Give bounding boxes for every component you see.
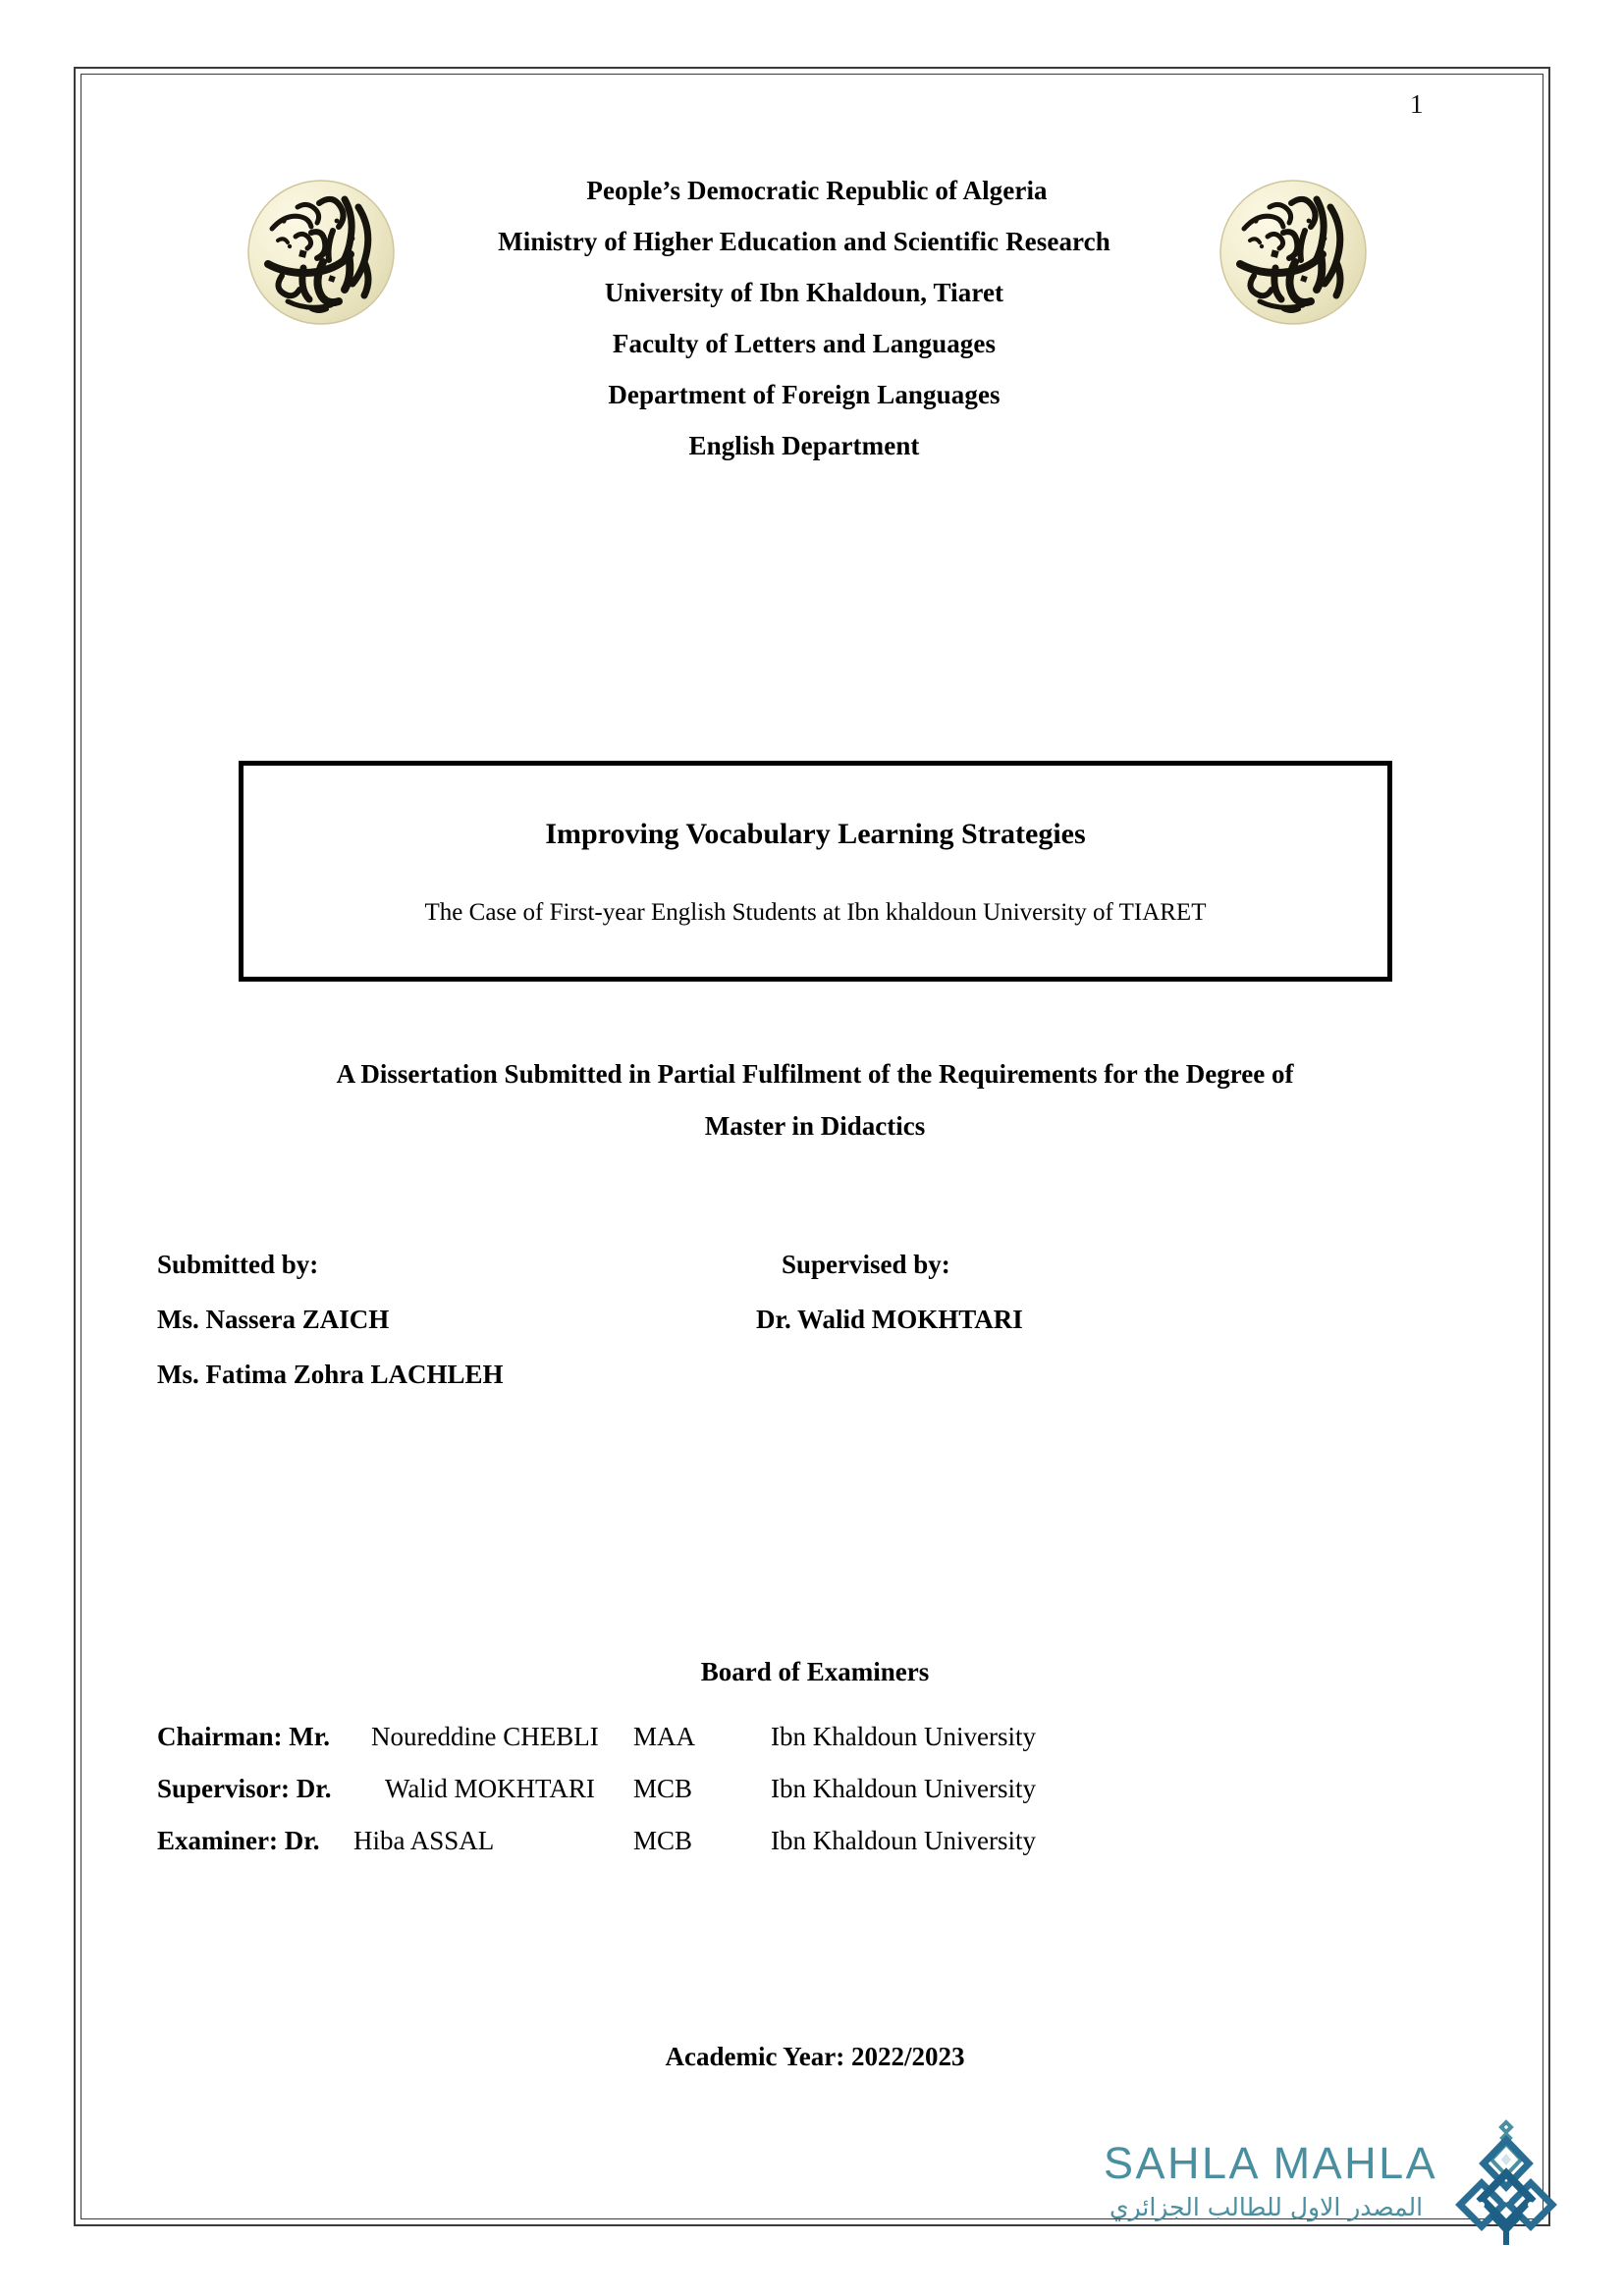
watermark-brand-text: SAHLA MAHLA <box>1104 2138 1438 2188</box>
board-role: Supervisor: Dr. <box>157 1774 332 1803</box>
document-content <box>74 67 1550 2226</box>
student-name-1: Ms. Nassera ZAICH <box>157 1305 390 1334</box>
header-line-university: University of Ibn Khaldoun, Tiaret <box>604 278 1004 307</box>
board-name: Noureddine CHEBLI <box>371 1722 599 1751</box>
student-name-2: Ms. Fatima Zohra LACHLEH <box>157 1360 504 1389</box>
degree-statement-line-1: A Dissertation Submitted in Partial Fulfilment of the Requirements for the Degree of <box>336 1059 1294 1089</box>
board-rank: MAA <box>633 1722 696 1751</box>
board-rank: MCB <box>633 1826 693 1855</box>
sahla-mahla-watermark <box>1104 2132 1516 2260</box>
academic-year: Academic Year: 2022/2023 <box>665 2042 965 2071</box>
board-rank: MCB <box>633 1774 693 1803</box>
table-row <box>157 1722 1473 1774</box>
table-row <box>157 1774 1473 1826</box>
header-line-english-department: English Department <box>688 431 920 460</box>
board-of-examiners-list <box>157 1722 1473 1878</box>
authors-row-first <box>157 1305 1463 1360</box>
board-affiliation: Ibn Khaldoun University <box>771 1826 1036 1855</box>
dissertation-subtitle: The Case of First-year English Students at Ibn khaldoun University of TIARET <box>424 899 1207 926</box>
institution-header <box>270 165 1350 471</box>
watermark-arabic-tagline: المصدر الاول للطالب الجزائري <box>1110 2193 1424 2221</box>
header-line-country: People’s Democratic Republic of Algeria <box>586 176 1048 205</box>
board-role: Examiner: Dr. <box>157 1826 320 1855</box>
authors-row-second <box>157 1360 1463 1413</box>
page-number: 1 <box>1410 89 1424 119</box>
submitted-by-label: Submitted by: <box>157 1250 319 1279</box>
board-of-examiners-heading: Board of Examiners <box>700 1657 930 1686</box>
board-role: Chairman: Mr. <box>157 1722 330 1751</box>
supervised-by-label: Supervised by: <box>782 1250 950 1279</box>
dissertation-title-box <box>239 761 1392 982</box>
degree-statement-line-2: Master in Didactics <box>704 1111 926 1141</box>
board-affiliation: Ibn Khaldoun University <box>771 1722 1036 1751</box>
degree-statement <box>133 1048 1497 1152</box>
dissertation-title: Improving Vocabulary Learning Strategies <box>545 818 1086 850</box>
board-affiliation: Ibn Khaldoun University <box>771 1774 1036 1803</box>
amazigh-diamond-ornament-icon <box>1452 2118 1560 2246</box>
board-name: Hiba ASSAL <box>353 1826 495 1855</box>
board-name: Walid MOKHTARI <box>385 1774 595 1803</box>
table-row <box>157 1826 1473 1878</box>
header-line-faculty: Faculty of Letters and Languages <box>612 329 997 358</box>
header-line-department: Department of Foreign Languages <box>608 380 1001 409</box>
authors-row-labels <box>157 1250 1463 1303</box>
header-line-ministry: Ministry of Higher Education and Scientific Research <box>498 227 1110 256</box>
supervisor-name: Dr. Walid MOKHTARI <box>756 1305 1023 1334</box>
authors-section <box>157 1250 1463 1413</box>
